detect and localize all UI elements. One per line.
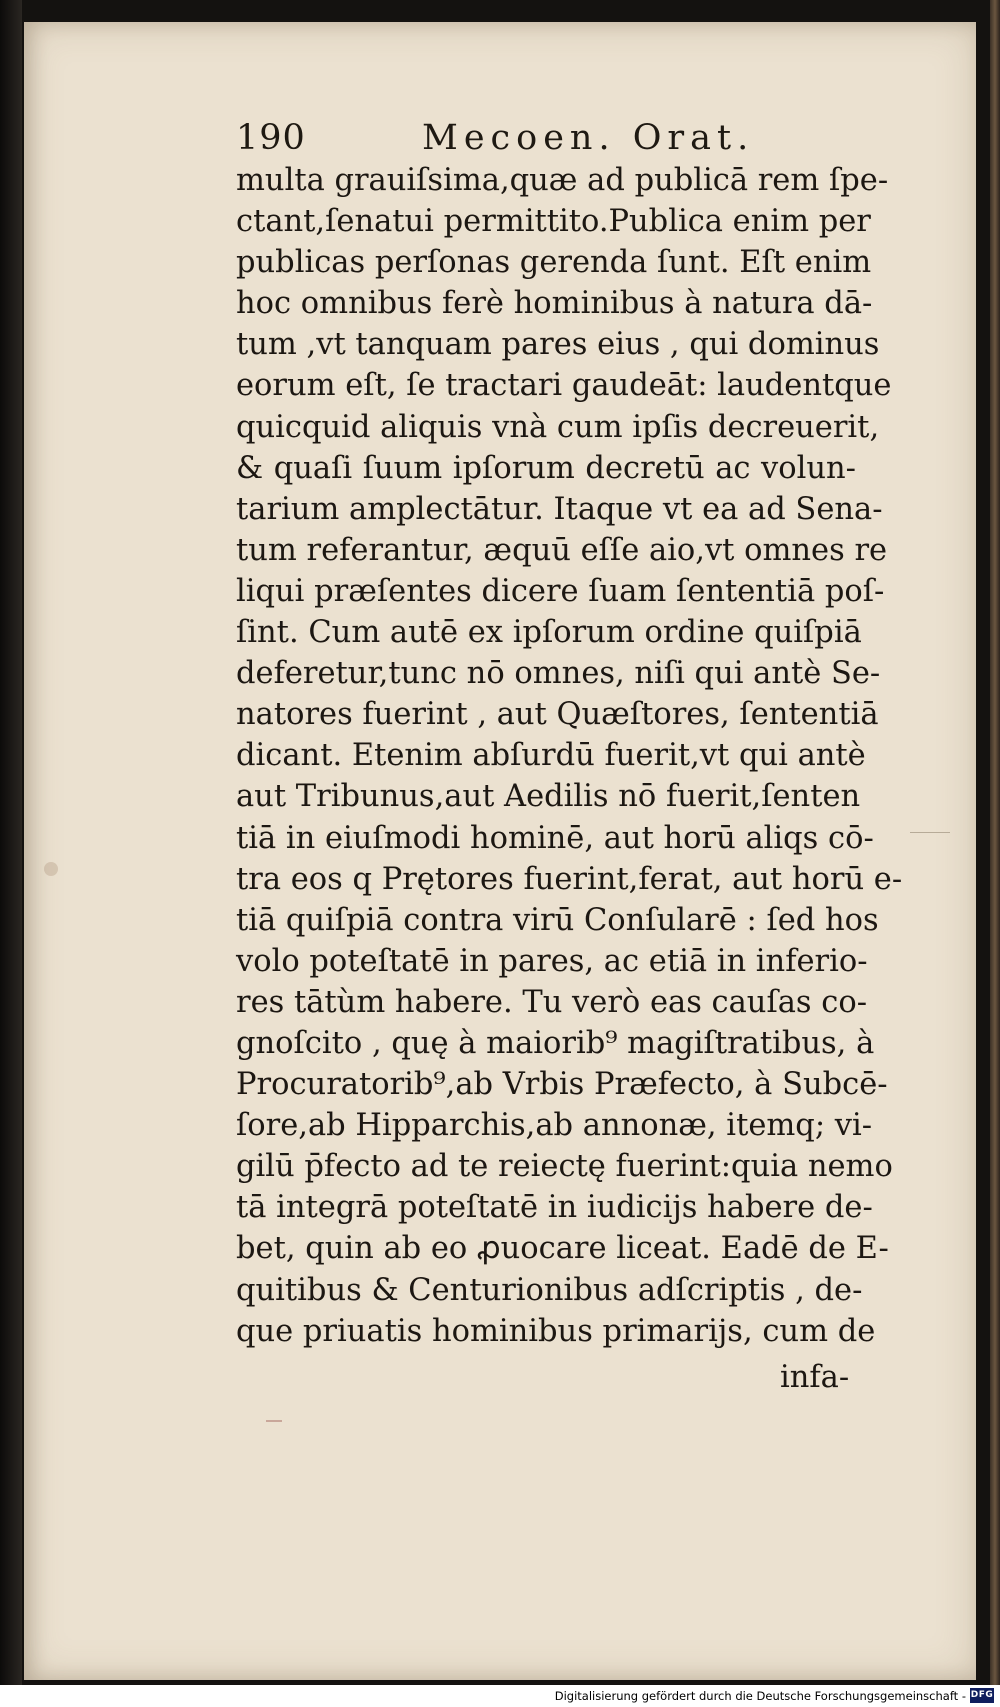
text-line: tarium amplectātur. Itaque vt ea ad Sena- xyxy=(236,491,883,527)
text-line: hoc omnibus ferè hominibus à natura dā- xyxy=(236,286,873,322)
text-line: multa grauiſsima,quæ ad publicā rem ſpe- xyxy=(236,163,889,198)
book-edge xyxy=(990,0,1000,1685)
digitization-footer xyxy=(0,1685,1000,1707)
text-line: quitibus & Centurionibus adſcriptis , de- xyxy=(236,1272,863,1308)
text-line: liqui præſentes dicere ſuam ſententiā poſ- xyxy=(236,573,885,609)
dfg-logo: DFG xyxy=(970,1688,994,1703)
text-line: Procuratorib⁹,ab Vrbis Præfecto, à Subcē- xyxy=(236,1067,888,1103)
text-line: eorum eſt, ſe tractari gaudeāt: laudentque xyxy=(236,368,892,404)
text-line: deferetur,tunc nō omnes, niſi qui antè Se- xyxy=(236,656,881,692)
page-number: 190 xyxy=(236,118,306,158)
text-line: natores fuerint , aut Quæſtores, ſententiā xyxy=(236,697,879,733)
text-line: quicquid aliquis vnà cum ipſis decreuerit, xyxy=(236,409,880,445)
text-line: que priuatis hominibus primarijs, cum de xyxy=(236,1313,876,1349)
text-line: gnoſcito , quę à maiorib⁹ magiſtratibus, à xyxy=(236,1025,875,1061)
margin-mark xyxy=(910,832,950,833)
text-line: ctant,ſenatui permittito.Publica enim per xyxy=(236,204,871,240)
text-line: dicant. Etenim abſurdū fuerit,vt qui antè xyxy=(236,738,866,774)
catchword: infa- xyxy=(780,1360,850,1395)
body-text xyxy=(236,160,903,1352)
text-line: volo poteſtatē in pares, ac etiā in inferio- xyxy=(236,943,868,979)
text-line: res tātùm habere. Tu verò eas cauſas co- xyxy=(236,984,868,1020)
text-line: publicas perſonas gerenda ſunt. Eſt enim xyxy=(236,245,872,281)
text-line: tā integrā poteſtatē in iudicijs habere de- xyxy=(236,1190,873,1226)
text-line: gilū p̄fecto ad te reiectę fuerint:quia nemo xyxy=(236,1149,893,1185)
running-title: Mecoen. Orat. xyxy=(422,118,755,158)
margin-mark xyxy=(266,1420,282,1422)
text-line: bet, quin ab eo ꝓuocare liceat. Eadē de E- xyxy=(236,1231,889,1267)
text-line: tiā quiſpiā contra virū Conſularē : ſed hos xyxy=(236,902,879,938)
text-line: tum referantur, æquū eſſe aio,vt omnes re xyxy=(236,532,888,568)
text-line: ſore,ab Hipparchis,ab annonæ, itemq; vi- xyxy=(236,1108,873,1144)
book-spine-shadow xyxy=(0,0,22,1685)
text-line: tra eos q Prętores fuerint,ferat, aut horū e- xyxy=(236,861,903,897)
text-line: aut Tribunus,aut Aedilis nō fuerit,ſenten xyxy=(236,779,861,815)
text-line: & quaſi ſuum ipſorum decretū ac volun- xyxy=(236,450,856,486)
text-line: tiā in eiuſmodi hominē, aut horū aliqs cō- xyxy=(236,820,874,856)
running-head xyxy=(236,108,836,168)
paper-stain xyxy=(44,862,58,876)
text-line: tum ,vt tanquam pares eius , qui dominus xyxy=(236,327,880,363)
funding-credit: Digitalisierung gefördert durch die Deutsche Forschungsgemeinschaft - xyxy=(554,1689,966,1703)
text-line: ſint. Cum autē ex ipſorum ordine quiſpiā xyxy=(236,615,862,651)
